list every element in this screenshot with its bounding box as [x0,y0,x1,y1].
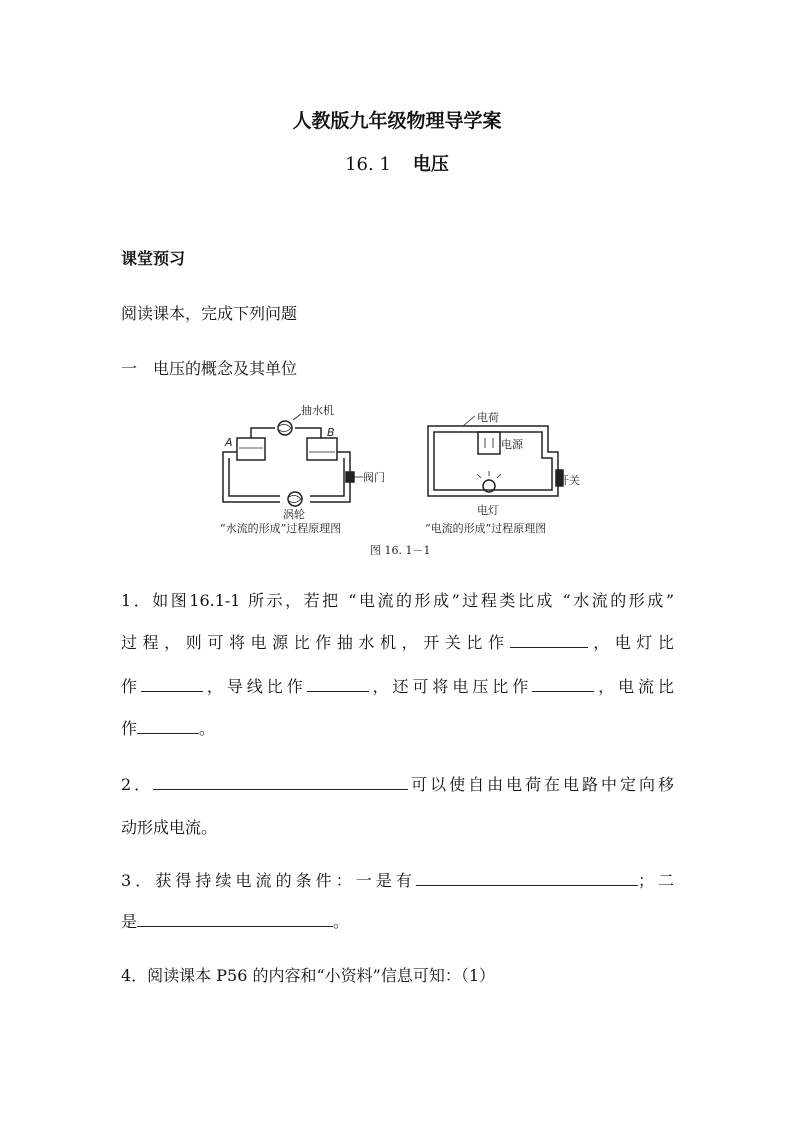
q2-blank[interactable] [153,775,408,790]
figure-16-1-1 [215,404,585,560]
switch-label: 开关 [558,474,580,487]
source-label: 电源 [501,438,523,451]
current-caption: “电流的形成”过程原理图 [425,522,547,535]
preview-heading: 课堂预习 [121,249,186,268]
preview-instruction: 阅读课本，完成下列问题 [121,304,298,323]
q3-blank-1[interactable] [416,871,638,886]
q1-blank-current[interactable] [137,719,199,734]
q2-text: 可以使自由电荷在电路中定向移 [408,775,674,794]
section-heading [0,150,794,176]
q1-blank-voltage[interactable] [532,677,594,692]
tank-a-label: A [225,436,233,449]
valve-icon [346,472,354,482]
q1-text: 作 [121,677,141,696]
water-flow-diagram [223,414,363,506]
valve-label: 阀门 [363,471,385,484]
current-flow-diagram [428,416,563,496]
q1-text: ，还可将电压比作 [368,677,533,696]
q2-text: 2． [121,775,154,794]
q1-line3 [121,674,674,697]
q3-text: 是 [121,912,138,931]
turbine-icon [288,492,302,506]
figure-label: 图 16. 1－1 [370,544,431,557]
q3-text: ；二 [637,871,674,890]
q1-text: ，电灯比 [587,633,674,652]
q3-line1 [121,868,674,891]
q1-text: 作 [121,719,138,738]
q3-text: 3．获得持续电流的条件：一是有 [121,871,416,890]
q1-text: 过程，则可将电源比作抽水机，开关比作 [121,633,510,652]
q3-line2 [121,909,674,932]
section-number: 16. 1 [345,154,391,175]
q2-line2: 动形成电流。 [121,818,218,837]
q2-line1 [121,772,674,795]
q3-text: 。 [333,912,350,931]
q1-text: ，导线比作 [202,677,307,696]
water-caption: “水流的形成”过程原理图 [220,522,342,535]
part1-heading: 一 电压的概念及其单位 [121,359,298,378]
turbine-label: 涡轮 [283,508,305,521]
q1-text: 。 [199,719,216,738]
tank-b-label: B [327,426,335,439]
q1-blank-lamp[interactable] [141,677,203,692]
q1-line2 [121,630,674,653]
q1-blank-switch[interactable] [510,633,588,648]
charge-label: 电荷 [477,411,499,424]
section-title: 电压 [412,154,449,175]
q1-blank-wire[interactable] [307,677,369,692]
q3-blank-2[interactable] [137,912,333,927]
q4-line1: 4．阅读课本 P56 的内容和“小资料”信息可知：（1） [121,966,496,985]
lamp-label: 电灯 [477,504,499,517]
pump-icon [278,421,292,435]
document-title: 人教版九年级物理导学案 [292,110,502,132]
q1-text: ，电流比 [594,677,674,696]
power-source-icon [478,432,500,454]
q1-line4 [121,716,674,739]
pump-label: 抽水机 [301,404,334,417]
q1-line1: 1．如图16.1-1 所示，若把 “电流的形成”过程类比成 “水流的形成” [121,591,674,610]
